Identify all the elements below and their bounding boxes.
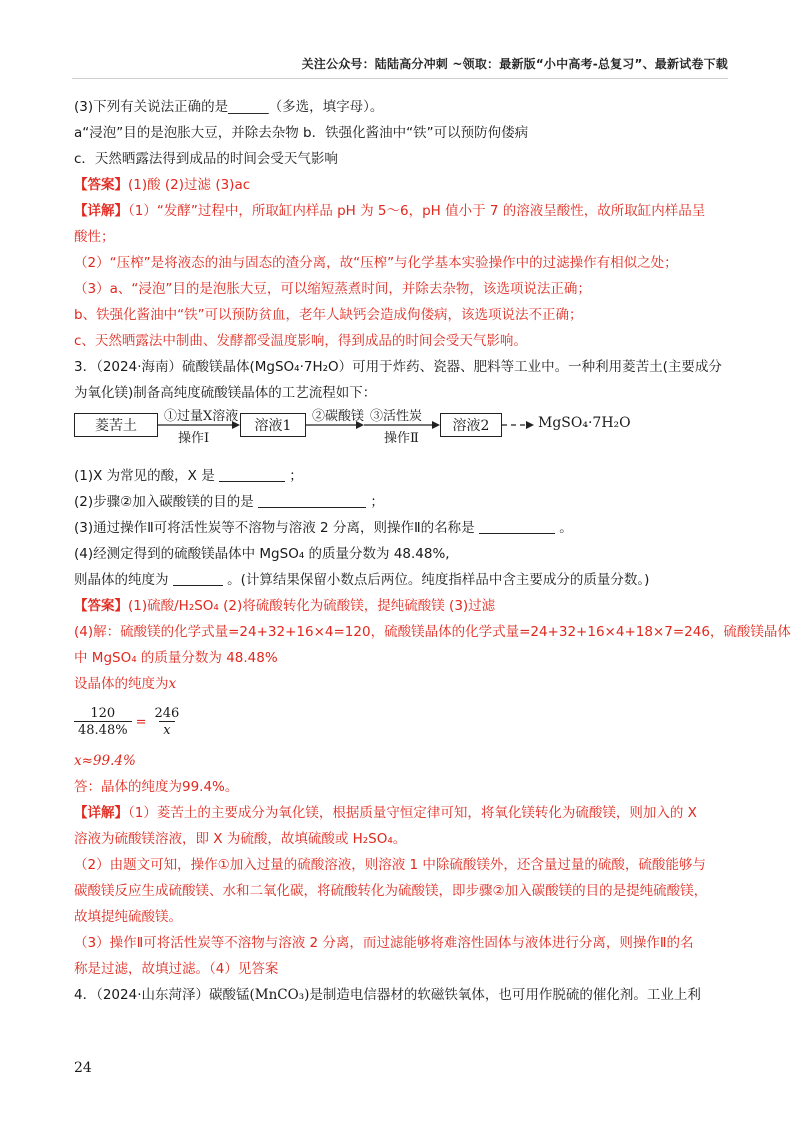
solution-final: 答：晶体的纯度为99.4%。: [74, 779, 239, 795]
sub-question-2: [74, 491, 734, 514]
problem-3-stem: 为氧化镁)制备高纯度硫酸镁晶体的工艺流程如下：: [74, 385, 377, 401]
flow-step-3-operation: 操作Ⅱ: [384, 431, 419, 446]
fraction-right: [150, 706, 183, 738]
flow-box-raw-material: 菱苦土: [74, 413, 158, 437]
answer-blank: [258, 493, 366, 508]
problem-text: 4．（2024·山东菏泽）碳酸锰: [74, 987, 250, 1003]
flow-box-solution-1: 溶液1: [240, 413, 306, 437]
answer-text: (1)硫酸/H₂SO₄ (2)将硫酸转化为硫酸镁，提纯硫酸镁 (3)过滤: [128, 598, 496, 614]
flow-product: MgSO₄·7H₂O: [538, 415, 631, 431]
detail-tag: 【详解】: [74, 805, 128, 821]
flow-box-solution-2: 溶液2: [440, 413, 502, 437]
sub-question-text: 则晶体的纯度为: [74, 572, 169, 588]
sub-question-text: (3)通过操作Ⅱ可将活性炭等不溶物与溶液 2 分离，则操作Ⅱ的名称是: [74, 520, 475, 536]
detail-text: （1）菱苦土的主要成分为氧化镁，根据质量守恒定律可知，将氧化镁转化为硫酸镁，则加入的 X: [128, 805, 697, 821]
detail-line: b、铁强化酱油中“铁”可以预防贫血，老年人缺钙会造成佝偻病，该选项说法不正确；: [74, 307, 583, 323]
answer-block-3: [74, 595, 734, 618]
page-header: 关注公众号：陆陆高分冲刺 ~领取：最新版“小中高考-总复习”、最新试卷下载: [301, 57, 728, 71]
chemical-formula: (MnCO₃): [249, 987, 310, 1003]
detail-tag: 【详解】: [74, 203, 128, 219]
sub-question-text: 。: [559, 520, 573, 536]
solution-line: 中 MgSO₄ 的质量分数为 48.48%: [74, 650, 278, 666]
proportion-equation: [74, 700, 734, 744]
detail-text: （1）“发酵”过程中，所取缸内样品 pH 为 5～6，pH 值小于 7 的溶液呈酸性，故所取缸内样品呈: [128, 203, 706, 219]
answer-blank: [173, 571, 223, 586]
sub-question-text: ；: [289, 468, 303, 484]
page-content: [74, 96, 791, 1010]
problem-4-stem: [74, 984, 734, 1007]
answer-blank: [479, 519, 555, 534]
detail-line: （3）a、“浸泡”目的是泡胀大豆，可以缩短蒸煮时间，并除去杂物，该选项说法正确；: [74, 281, 591, 297]
q3-option-c: c．天然晒露法得到成品的时间会受天气影响: [74, 151, 338, 167]
detail-line: （3）操作Ⅱ可将活性炭等不溶物与溶液 2 分离，而过滤能够将难溶性固体与液体进行分离，则操作Ⅱ的名: [74, 935, 694, 951]
detail-line: 故填提纯硫酸镁。: [74, 909, 182, 925]
answer-blank: [219, 467, 285, 482]
numerator: 120: [90, 706, 116, 721]
sub-question-4: (4)经测定得到的硫酸镁晶体中 MgSO₄ 的质量分数为 48.48%,: [74, 546, 450, 562]
detail-line: 称是过滤，故填过滤。（4）见答案: [74, 961, 279, 977]
problem-3-stem: 3．（2024·海南）硫酸镁晶体(MgSO₄·7H₂O）可用于炸药、瓷器、肥料等工业中。一种利用菱苦土(主要成分: [74, 359, 722, 375]
detail-line: c、天然晒露法中制曲、发酵都受温度影响，得到成品的时间会受天气影响。: [74, 333, 527, 349]
numerator: 246: [154, 706, 180, 721]
header-divider: [72, 78, 728, 79]
page-number: 24: [74, 1060, 92, 1076]
detail-line: [74, 802, 734, 825]
q3-stem: (3)下列有关说法正确的是______（多选，填字母）。: [74, 99, 384, 115]
detail-line: 酸性；: [74, 229, 115, 245]
sub-question-text: (2)步骤②加入碳酸镁的目的是: [74, 494, 254, 510]
denominator: x: [159, 721, 174, 738]
flow-step-2-reagent: ②碳酸镁: [312, 409, 365, 424]
equals-sign: =: [135, 714, 147, 730]
detail-line: （2）由题文可知，操作①加入过量的硫酸溶液，则溶液 1 中除硫酸镁外，还含量过量的硫酸，硫酸能够与: [74, 857, 706, 873]
flow-step-1-reagent: ①过量X溶液: [164, 409, 239, 424]
solution-result: x≈99.4%: [74, 753, 136, 769]
process-flow-diagram: [74, 409, 734, 459]
variable: x: [168, 676, 177, 692]
fraction-left: [74, 706, 132, 738]
sub-question-text: ；: [370, 494, 384, 510]
sub-question-text: 。(计算结果保留小数点后两位。纯度指样品中含主要成分的质量分数。): [227, 572, 650, 588]
sub-question-1: [74, 465, 734, 488]
solution-line: [74, 673, 734, 696]
detail-line: （2）“压榨”是将液态的油与固态的渣分离，故“压榨”与化学基本实验操作中的过滤操作有相似之处；: [74, 255, 678, 271]
sub-question-text: (1)X 为常见的酸，X 是: [74, 468, 215, 484]
sub-question-3: [74, 517, 734, 540]
detail-line: 碳酸镁反应生成硫酸镁、水和二氧化碳，将硫酸转化为硫酸镁，即步骤②加入碳酸镁的目的是提纯硫酸镁，: [74, 883, 708, 899]
flow-step-3-reagent: ③活性炭: [370, 409, 423, 424]
detail-line: 溶液为硫酸镁溶液，即 X 为硫酸，故填硫酸或 H₂SO₄。: [74, 831, 407, 847]
sub-question-4: [74, 569, 734, 592]
solution-text: 设晶体的纯度为: [74, 676, 169, 692]
denominator: 48.48%: [74, 721, 132, 738]
detail-line: [74, 200, 734, 223]
problem-text: 是制造电信器材的软磁铁氧体，也可用作脱硫的催化剂。工业上利: [309, 987, 701, 1003]
answer-text: (1)酸 (2)过滤 (3)ac: [128, 177, 251, 193]
flow-step-1-operation: 操作Ⅰ: [178, 431, 210, 446]
formula-text: MnCO₃: [254, 987, 305, 1003]
answer-block-2: [74, 174, 734, 197]
answer-tag: 【答案】: [74, 177, 128, 193]
q3-options-ab: a“浸泡”目的是泡胀大豆，并除去杂物 b．铁强化酱油中“铁”可以预防佝偻病: [74, 125, 529, 141]
answer-tag: 【答案】: [74, 598, 128, 614]
solution-line: (4)解：硫酸镁的化学式量=24+32+16×4=120，硫酸镁晶体的化学式量=24+32+16×4+18×7=246，硫酸镁晶体: [74, 624, 791, 640]
